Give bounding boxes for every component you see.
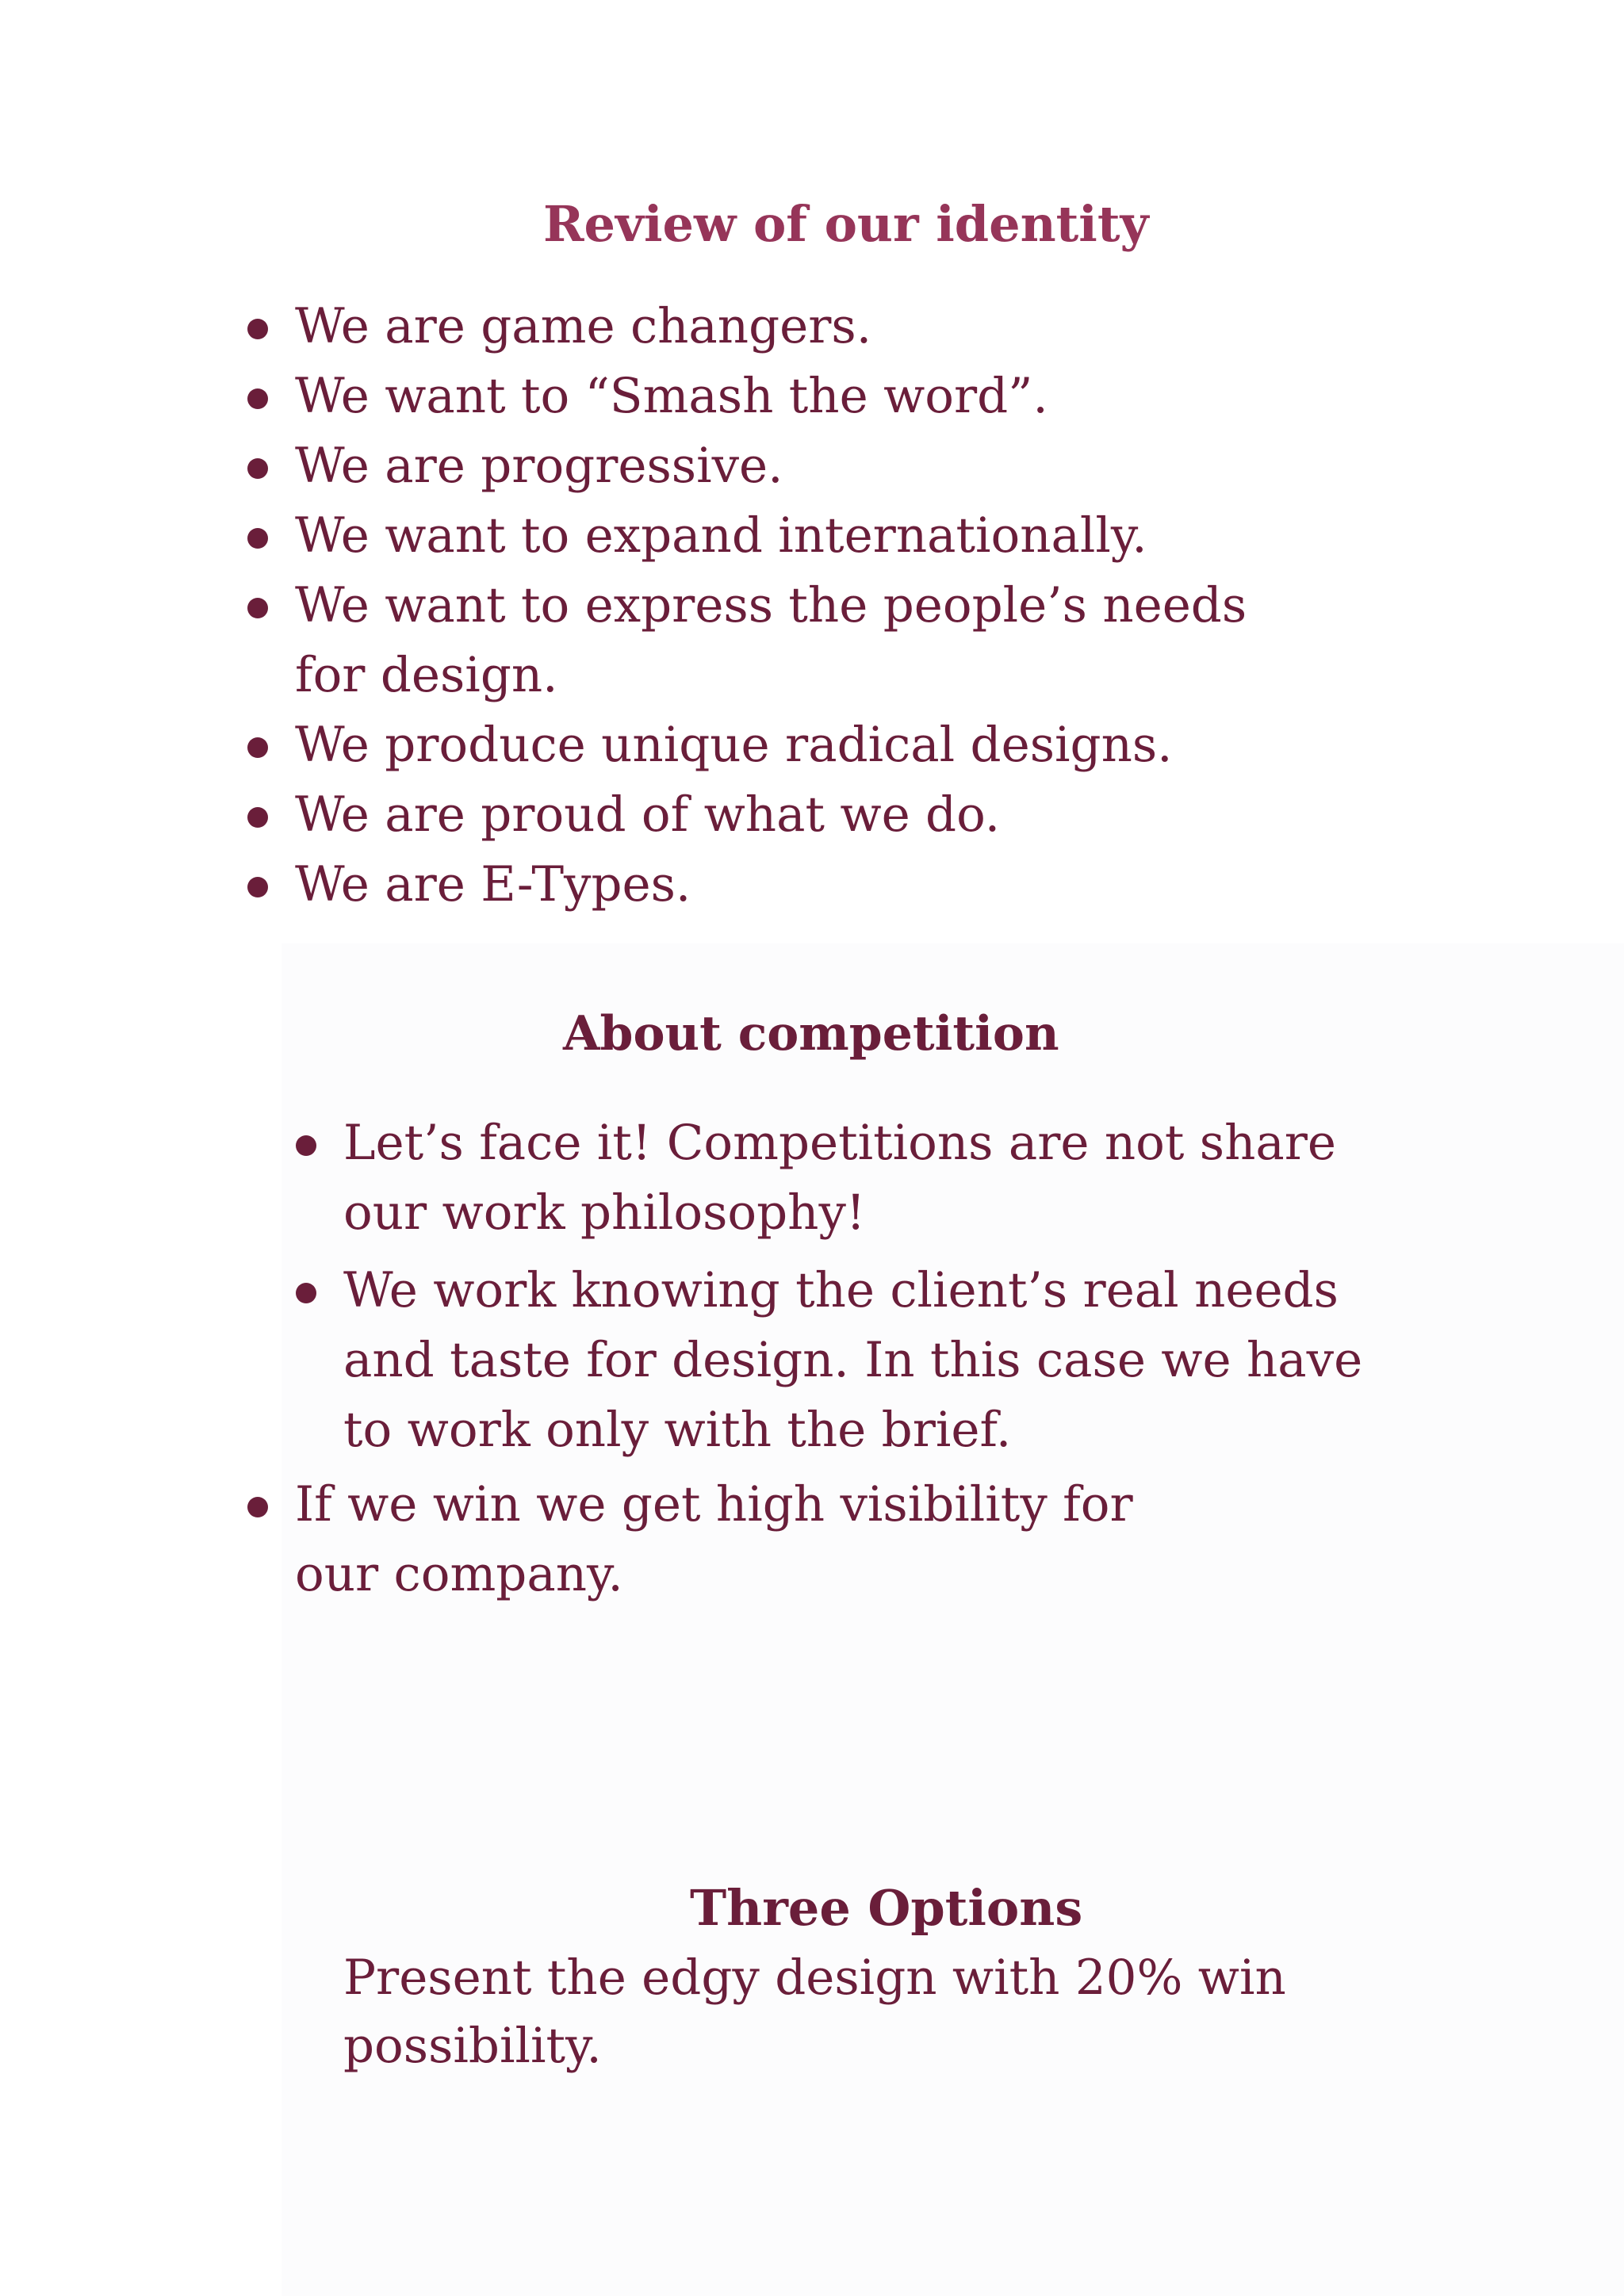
list-item-text: Let’s face it! Competitions are not share our work philosophy! bbox=[343, 1115, 1337, 1241]
list-item bbox=[295, 850, 1310, 920]
bullet-icon bbox=[247, 388, 268, 409]
bullet-icon bbox=[296, 1283, 316, 1303]
list-item-text: We want to “Smash the word”. bbox=[295, 368, 1048, 424]
list-item bbox=[295, 501, 1310, 571]
competition-heading: About competition bbox=[563, 1006, 1059, 1062]
options-heading: Three Options bbox=[690, 1879, 1083, 1937]
list-item bbox=[295, 1470, 1231, 1609]
list-item-text: We work knowing the client’s real needs and taste for design. In this case we have to work only with the brief. bbox=[343, 1262, 1363, 1458]
list-item bbox=[295, 780, 1310, 850]
list-item bbox=[295, 571, 1310, 710]
bullet-icon bbox=[247, 598, 268, 618]
list-item bbox=[295, 431, 1310, 501]
bullet-icon bbox=[247, 1497, 268, 1517]
bullet-icon bbox=[247, 458, 268, 479]
list-item bbox=[295, 710, 1310, 780]
bullet-icon bbox=[247, 528, 268, 549]
list-item-text: We are game changers. bbox=[295, 298, 872, 354]
options-paragraph: Present the edgy design with 20% win possibility. bbox=[343, 1950, 1286, 2074]
bullet-icon bbox=[247, 877, 268, 897]
bullet-icon bbox=[247, 807, 268, 828]
competition-outer-list bbox=[295, 1470, 1231, 1609]
identity-list bbox=[295, 292, 1310, 920]
list-item bbox=[343, 1108, 1406, 1248]
bullet-icon bbox=[247, 319, 268, 339]
bullet-icon bbox=[296, 1135, 316, 1156]
list-item-text: We produce unique radical designs. bbox=[295, 717, 1173, 773]
list-item-text: We want to expand internationally. bbox=[295, 507, 1147, 564]
list-item-text: If we win we get high visibility for our company. bbox=[295, 1476, 1133, 1602]
list-item-text: We are proud of what we do. bbox=[295, 786, 1001, 843]
list-item bbox=[295, 362, 1310, 431]
list-item bbox=[295, 292, 1310, 362]
list-item-text: We want to express the people’s needs for design. bbox=[295, 577, 1247, 703]
list-item-text: We are E-Types. bbox=[295, 856, 691, 913]
bullet-icon bbox=[247, 737, 268, 758]
identity-heading: Review of our identity bbox=[543, 195, 1149, 253]
list-item-text: We are progressive. bbox=[295, 438, 783, 494]
list-item bbox=[343, 1256, 1406, 1465]
competition-list bbox=[343, 1108, 1406, 1473]
